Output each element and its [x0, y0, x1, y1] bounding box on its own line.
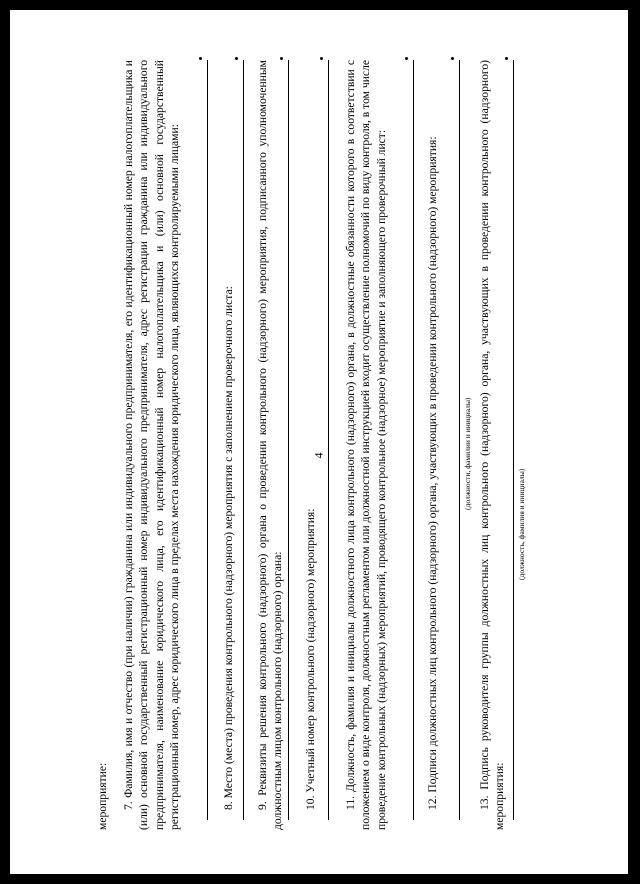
line-mark [405, 57, 408, 60]
fill-line [288, 60, 289, 820]
line-mark [505, 57, 508, 60]
item-13-caption: (должность, фамилия и инициалы) [517, 468, 526, 580]
item-13-text: 13. Подпись руководителя группы должностных лиц контрольного (надзорного) органа, участвующих в проведении контрольного (надзорного) мероприятия: [478, 60, 507, 830]
item-7-text: 7. Фамилия, имя и отчество (при наличии) гражданина или индивидуального предпринимателя, его идентификационный номер налогоплательщика и (или) основной государственный регистрационный номер индивидуального предпринимателя, адрес регистрации гражданина или индивидуального предпринимателя, наименование юридического лица, его идентификационный номер налогоплательщика и (или) основной государственный регистрационный номер, адрес юридического лица в пределах места нахождения юридического лица, являющихся контролируемыми лицами: [122, 60, 182, 830]
line-mark [451, 57, 454, 60]
lead-text: мероприятие: [96, 762, 109, 830]
fill-line [413, 60, 414, 820]
form-item-11 [343, 60, 389, 830]
item-8-text: 8. Место (места) проведения контрольного (надзорного) мероприятия с заполнением проверочного листа: [222, 286, 235, 810]
form-item-12 [425, 60, 440, 830]
document-page [10, 10, 628, 874]
fill-line [207, 60, 208, 820]
form-item-7 [121, 60, 183, 830]
line-mark [235, 57, 238, 60]
line-mark [280, 57, 283, 60]
line-mark [199, 57, 202, 60]
form-item-10 [303, 60, 318, 830]
page-number: 4 [311, 452, 326, 459]
fill-line [243, 60, 244, 820]
form-item-9 [255, 60, 286, 830]
fill-line [459, 60, 460, 820]
fill-line [513, 60, 514, 820]
item-11-text: 11. Должность, фамилия и инициалы должностного лица контрольного (надзорного) органа, в должностные обязанности которого в соответствии с положением о виде контроля, должностным регламентом или должностной инструкцией входит осуществление полномочий по виду контроля, в том числе проведение контрольных (надзорных) мероприятий, проводящего контрольное (надзорное) мероприятие и заполняющего проверочный лист: [344, 60, 388, 830]
item-12-caption: (должности, фамилии и инициалы) [463, 397, 472, 510]
form-item-13 [477, 60, 508, 830]
form-item-8 [221, 60, 236, 830]
line-mark [320, 57, 323, 60]
form-content [95, 30, 555, 830]
item-12-text: 12. Подписи должностных лиц контрольного (надзорного) органа, участвующих в проведении контрольного (надзорного) мероприятия: [426, 136, 439, 810]
fill-line [328, 60, 329, 820]
item-10-text: 10. Учетный номер контрольного (надзорного) мероприятия: [304, 508, 317, 810]
item-9-text: 9. Реквизиты решения контрольного (надзорного) органа о проведении контрольного (надзорного) мероприятия, подписанного уполномоченным должностным лицом контрольного (надзорного) органа: [256, 60, 285, 830]
